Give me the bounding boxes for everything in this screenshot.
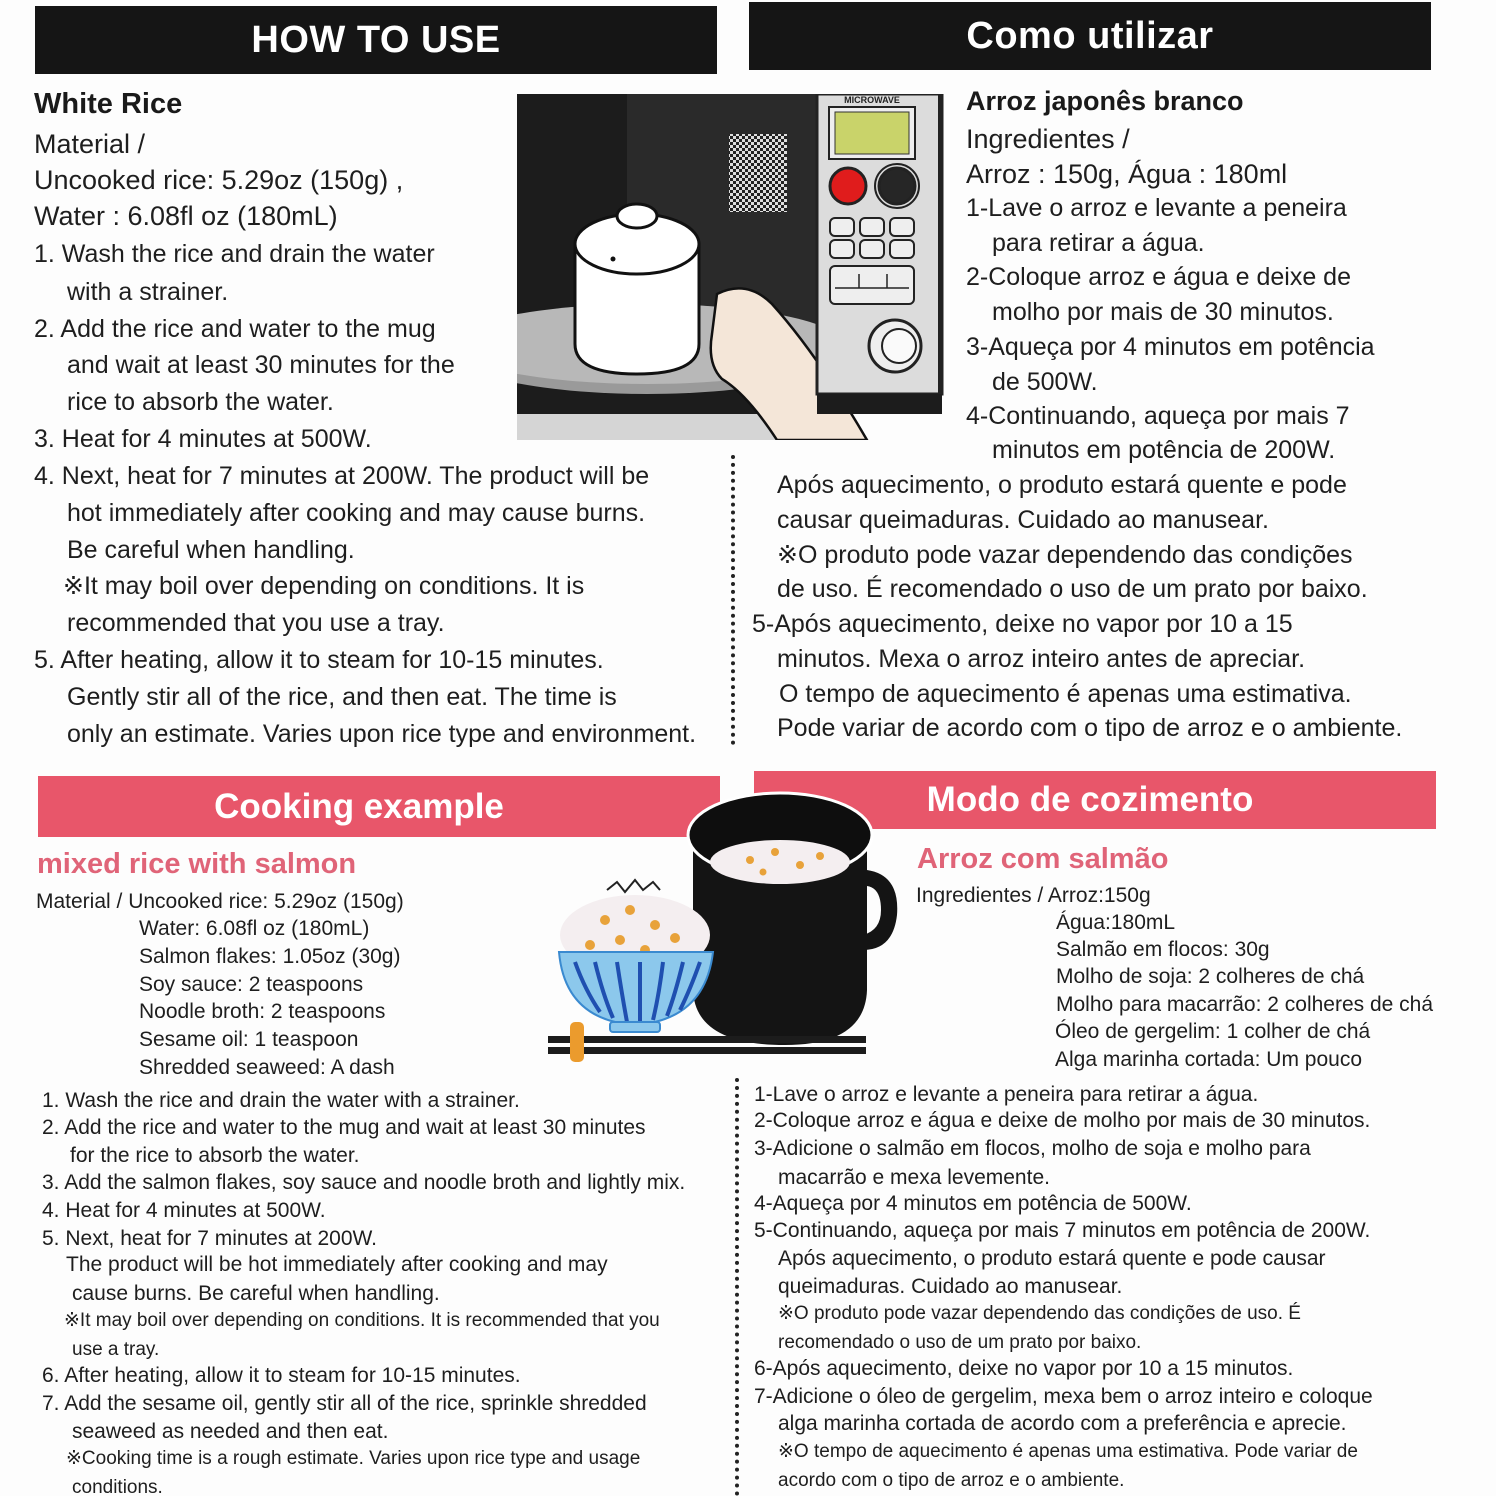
step-line: only an estimate. Varies upon rice type and environment. [67,720,697,748]
step-line: para retirar a água. [992,229,1205,257]
step-line: 4-Aqueça por 4 minutos em potência de 500W. [754,1192,1192,1215]
material-label: Material / [34,129,146,159]
step-line: alga marinha cortada de acordo com a preferência e aprecie. [778,1412,1347,1435]
note-line: recomendado o uso de um prato por baixo. [778,1332,1142,1353]
ingredientes-label: Ingredientes / [966,124,1130,154]
step-line: Após aquecimento, o produto estará quente e pode causar [778,1247,1326,1270]
ingredient-line: Sesame oil: 1 teaspoon [139,1028,359,1051]
ingredient-line: Molho para macarrão: 2 colheres de chá [1056,993,1434,1016]
step-line: Be careful when handling. [67,536,355,564]
step-line: Após aquecimento, o produto estará quente e pode [777,471,1347,499]
como-utilizar-banner [749,2,1431,70]
note-line: de uso. É recomendado o uso de um prato por baixo. [777,575,1368,603]
step-line: 2-Coloque arroz e água e deixe de molho por mais de 30 minutos. [754,1109,1371,1132]
note-line: use a tray. [72,1339,160,1360]
step-line: rice to absorb the water. [67,388,334,416]
step-line: 5-Continuando, aqueça por mais 7 minutos em potência de 200W. [754,1219,1371,1242]
step-line: Pode variar de acordo com o tipo de arroz e o ambiente. [777,714,1403,742]
note-line: conditions. [72,1477,163,1496]
step-line: Gently stir all of the rice, and then eat. The time is [67,683,617,711]
step-line: 6. After heating, allow it to steam for 10-15 minutes. [42,1364,521,1387]
step-line: hot immediately after cooking and may cause burns. [67,499,646,527]
ingredient-line: Soy sauce: 2 teaspoons [139,973,364,996]
ingredient-line: Material / Uncooked rice: 5.29oz (150g) [36,890,404,913]
step-line: 1. Wash the rice and drain the water [34,240,435,268]
ingredient-line: Óleo de gergelim: 1 colher de chá [1055,1020,1371,1043]
step-line: 3. Add the salmon flakes, soy sauce and noodle broth and lightly mix. [42,1171,686,1194]
white-rice-title: White Rice [34,88,183,120]
step-line: 4. Next, heat for 7 minutes at 200W. The product will be [34,462,650,490]
note-line: ※It may boil over depending on conditions. It is [63,572,585,600]
banner-title: HOW TO USE [251,18,501,61]
note-line: recommended that you use a tray. [67,609,445,637]
step-line: de 500W. [992,368,1098,396]
step-line: 1-Lave o arroz e levante a peneira para retirar a água. [754,1083,1259,1106]
mixed-rice-title: mixed rice with salmon [37,848,357,880]
step-line: 2-Coloque arroz e água e deixe de [966,263,1351,291]
rice-bowl-mug-illustration [545,790,900,1065]
step-line: 2. Add the rice and water to the mug [34,315,436,343]
step-line: causar queimaduras. Cuidado ao manusear. [777,506,1269,534]
step-line: and wait at least 30 minutes for the [67,351,455,379]
ingredient-line: Salmon flakes: 1.05oz (30g) [139,945,401,968]
note-line: ※Cooking time is a rough estimate. Varies upon rice type and usage [66,1448,641,1469]
material-rice: Uncooked rice: 5.29oz (150g) , [34,165,404,195]
arroz-branco-title: Arroz japonês branco [966,86,1244,116]
panel-divider [938,94,941,394]
step-line: 5-Após aquecimento, deixe no vapor por 10 a 15 [752,610,1293,638]
step-line: 4-Continuando, aqueça por mais 7 [966,402,1350,430]
step-line: 3. Heat for 4 minutes at 500W. [34,425,372,453]
note-line: ※O produto pode vazar dependendo das condições [777,541,1353,569]
how-to-use-banner [35,6,717,74]
dotted-divider-top [731,455,735,745]
step-line: The product will be hot immediately after cooking and may [66,1253,608,1276]
step-line: molho por mais de 30 minutos. [992,298,1334,326]
step-line: 5. After heating, allow it to steam for 10-15 minutes. [34,646,604,674]
ingredient-line: Salmão em flocos: 30g [1056,938,1270,961]
banner-title: Como utilizar [966,14,1214,57]
step-line: 3-Adicione o salmão em flocos, molho de soja e molho para [754,1137,1311,1160]
dotted-divider-bottom [735,1078,739,1496]
microwave-illustration [517,94,945,440]
ingredient-line: Alga marinha cortada: Um pouco [1055,1048,1362,1071]
step-line: 7-Adicione o óleo de gergelim, mexa bem o arroz inteiro e coloque [754,1385,1373,1408]
step-line: 6-Após aquecimento, deixe no vapor por 10 a 15 minutos. [754,1357,1294,1380]
note-line: acordo com o tipo de arroz e o ambiente. [778,1470,1125,1491]
ingredient-line: Ingredientes / Arroz:150g [916,884,1151,907]
step-line: cause burns. Be careful when handling. [72,1282,440,1305]
step-line: 4. Heat for 4 minutes at 500W. [42,1199,326,1222]
step-line: macarrão e mexa levemente. [778,1166,1050,1189]
step-line: with a strainer. [67,278,229,306]
step-line: 7. Add the sesame oil, gently stir all of the rice, sprinkle shredded [42,1392,647,1415]
microwave-label: MICROWAVE [844,95,900,105]
step-line: minutos. Mexa o arroz inteiro antes de apreciar. [777,645,1306,673]
ingredient-line: Água:180mL [1056,911,1176,934]
step-line: 5. Next, heat for 7 minutes at 200W. [42,1227,378,1250]
banner-title: Cooking example [214,786,504,826]
note-line: ※O tempo de aquecimento é apenas uma estimativa. Pode variar de [778,1441,1358,1462]
step-line: 3-Aqueça por 4 minutos em potência [966,333,1375,361]
step-line: minutos em potência de 200W. [992,436,1336,464]
step-line: for the rice to absorb the water. [70,1144,360,1167]
material-water: Water : 6.08fl oz (180mL) [34,201,338,231]
step-line: O tempo de aquecimento é apenas uma estimativa. [779,680,1352,708]
note-line: ※O produto pode vazar dependendo das condições de uso. É [778,1303,1301,1324]
ingredient-line: Shredded seaweed: A dash [139,1056,395,1079]
ingredientes-values: Arroz : 150g, Água : 180ml [966,159,1288,189]
step-line: 2. Add the rice and water to the mug and wait at least 30 minutes [42,1116,646,1139]
note-line: ※It may boil over depending on conditions. It is recommended that you [64,1310,660,1331]
banner-title: Modo de cozimento [926,780,1254,819]
step-line: seaweed as needed and then eat. [72,1420,389,1443]
step-line: 1-Lave o arroz e levante a peneira [966,194,1347,222]
ingredient-line: Molho de soja: 2 colheres de chá [1056,965,1365,988]
step-line: 1. Wash the rice and drain the water with a strainer. [42,1089,520,1112]
step-line: queimaduras. Cuidado ao manusear. [778,1275,1123,1298]
ingredient-line: Water: 6.08fl oz (180mL) [139,917,370,940]
arroz-com-salmao-title: Arroz com salmão [917,843,1169,875]
ingredient-line: Noodle broth: 2 teaspoons [139,1000,386,1023]
